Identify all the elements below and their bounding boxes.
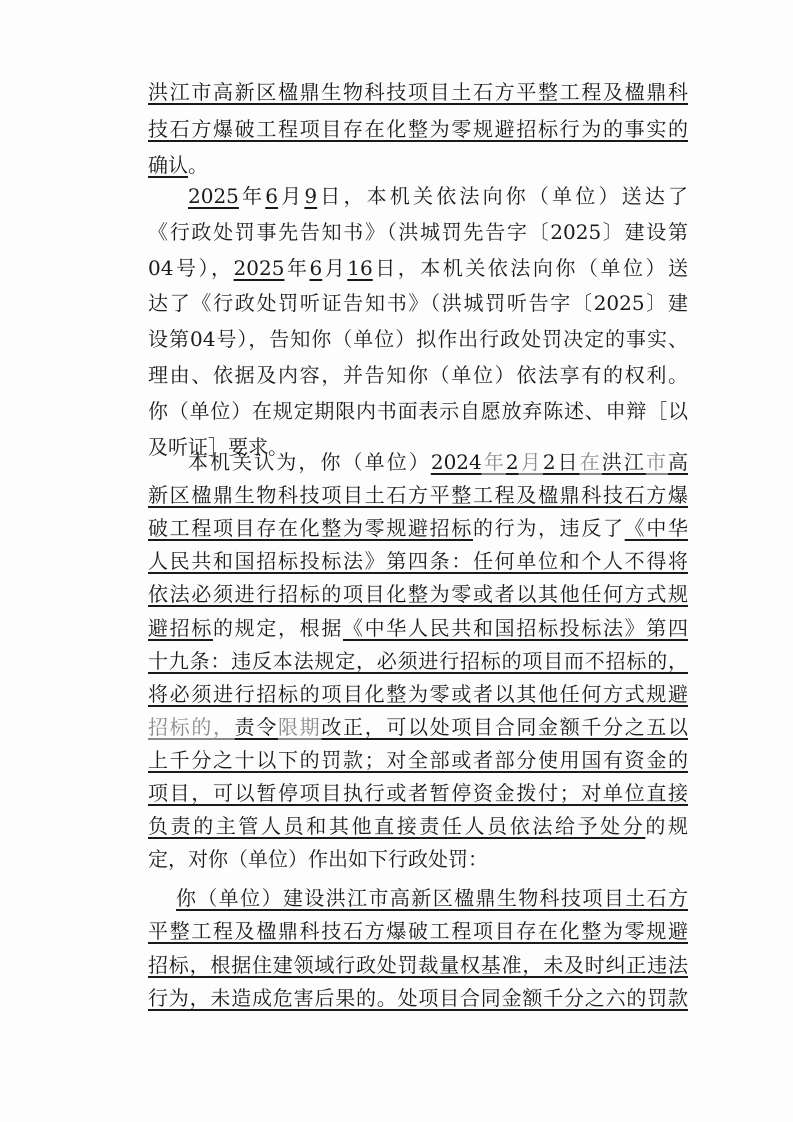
underlined-text: 9 bbox=[304, 184, 318, 208]
text-line bbox=[148, 980, 688, 1016]
underlined-text: 年 bbox=[481, 450, 506, 474]
underlined-text: 月 bbox=[518, 450, 543, 474]
text-segment: 04号）， bbox=[148, 255, 234, 280]
text-line bbox=[148, 74, 688, 110]
underlined-text: 《中华人民共和国招标投标法》第四 bbox=[343, 615, 688, 640]
text-line bbox=[176, 880, 688, 916]
text-line bbox=[188, 178, 688, 214]
underlined-text: 人民共和国招标投标法》第四条：任何单位和个人不得将 bbox=[148, 549, 688, 574]
underlined-text: 市 bbox=[645, 450, 669, 474]
text-segment: 《行政处罚事先告知书》（洪城罚先告字〔2025〕建设第 bbox=[148, 219, 688, 244]
text-line bbox=[148, 285, 688, 321]
text-line bbox=[148, 709, 688, 745]
text-segment: 的规定，根据 bbox=[213, 615, 343, 640]
text-line bbox=[148, 643, 688, 679]
text-line bbox=[148, 610, 688, 646]
text-line bbox=[148, 841, 688, 877]
underlined-text: 招标的， bbox=[148, 714, 235, 739]
text-segment: 日，本机关依法向你（单位）送达了 bbox=[317, 184, 688, 208]
text-segment: 你（单位）在规定期限内书面表示自愿放弃陈述、申辩［以 bbox=[148, 398, 688, 423]
underlined-text: 2025 bbox=[233, 255, 285, 280]
underlined-text: 高 bbox=[668, 450, 688, 474]
underlined-text: 责令 bbox=[234, 714, 279, 739]
underlined-text: 将必须进行招标的项目化整为零或者以其他任何方式规避 bbox=[148, 681, 688, 706]
underlined-text: 2 bbox=[505, 450, 519, 474]
text-segment: 年 bbox=[284, 255, 310, 280]
underlined-text: 技石方爆破工程项目存在化整为零规避招标行为的事实的 bbox=[148, 116, 688, 141]
underlined-text: 6 bbox=[309, 255, 323, 280]
text-line bbox=[148, 913, 688, 949]
text-segment: 的规 bbox=[645, 814, 688, 839]
text-segment: 及听证］要求。 bbox=[148, 434, 288, 459]
text-line bbox=[188, 444, 688, 480]
text-segment: 。 bbox=[188, 153, 208, 177]
text-line bbox=[148, 510, 688, 546]
underlined-text: 16 bbox=[347, 255, 373, 280]
underlined-text: 破工程项目存在化整为零规避招标 bbox=[148, 516, 473, 541]
text-line bbox=[148, 676, 688, 712]
underlined-text: 招标，根据住建领域行政处罚裁量权基准，未及时纠正违法 bbox=[148, 952, 688, 977]
underlined-text: 行为，未造成危害后果的。处项目合同金额千分之六的罚款 bbox=[148, 985, 688, 1010]
text-line bbox=[148, 477, 688, 513]
text-line bbox=[148, 742, 688, 778]
text-line bbox=[148, 214, 688, 250]
underlined-text: 洪江 bbox=[601, 450, 646, 474]
text-segment: 理由、依据及内容，并告知你（单位）依法享有的权利。 bbox=[148, 363, 688, 387]
text-line bbox=[148, 808, 688, 844]
underlined-text: 项目，可以暂停项目执行或者暂停资金拨付；对单位直接 bbox=[148, 781, 688, 805]
text-segment: 月 bbox=[322, 255, 348, 280]
text-line bbox=[148, 543, 688, 579]
text-segment: 定，对你（单位）作出如下行政处罚： bbox=[148, 847, 488, 872]
text-line bbox=[148, 250, 688, 286]
underlined-text: 负责的主管人员和其他直接责任人员依法给予处分 bbox=[148, 814, 646, 839]
underlined-text: 改正，可以处项目合同金额千分之五以 bbox=[321, 714, 688, 739]
underlined-text: 6 bbox=[265, 184, 279, 208]
text-line bbox=[148, 947, 688, 983]
underlined-text: 2 bbox=[542, 450, 556, 474]
text-segment: 年 bbox=[238, 184, 266, 208]
underlined-text: 洪江市高新区楹鼎生物科技项目土石方平整工程及楹鼎科 bbox=[148, 80, 688, 104]
underlined-text: 2025 bbox=[188, 184, 239, 208]
underlined-text: 你（单位）建设洪江市高新区楹鼎生物科技项目土石方 bbox=[176, 886, 688, 910]
underlined-text: 确认 bbox=[148, 153, 188, 177]
text-line bbox=[148, 775, 688, 811]
text-line bbox=[148, 111, 688, 147]
underlined-text: 《中华 bbox=[624, 516, 688, 541]
underlined-text: 上千分之十以下的罚款；对全部或者部分使用国有资金的 bbox=[148, 747, 688, 772]
text-segment: 月 bbox=[278, 184, 305, 208]
underlined-text: 限期 bbox=[278, 714, 322, 739]
underlined-text: 避招标 bbox=[148, 615, 213, 640]
underlined-text: 依法必须进行招标的项目化整为零或者以其他任何方式规 bbox=[148, 582, 688, 607]
underlined-text: 平整工程及楹鼎科技石方爆破工程项目存在化整为零规避 bbox=[148, 919, 688, 944]
text-segment: 达了《行政处罚听证告知书》（洪城罚听告字〔2025〕建 bbox=[148, 291, 688, 316]
text-line bbox=[148, 576, 688, 612]
underlined-text: 日 bbox=[555, 450, 580, 474]
underlined-text: 2024 bbox=[430, 450, 482, 474]
underlined-text: 在 bbox=[579, 450, 602, 474]
text-segment: 日，本机关依法向你（单位）送 bbox=[372, 255, 688, 280]
text-segment: 本机关认为，你（单位） bbox=[188, 450, 431, 474]
text-segment: 设第04号），告知你（单位）拟作出行政处罚决定的事实、 bbox=[148, 327, 688, 352]
underlined-text: 十九条：违反本法规定，必须进行招标的项目而不招标的， bbox=[148, 648, 688, 673]
underlined-text: 新区楹鼎生物科技项目土石方平整工程及楹鼎科技石方爆 bbox=[148, 483, 688, 508]
text-line bbox=[148, 357, 688, 393]
text-line bbox=[148, 321, 688, 357]
text-line bbox=[148, 393, 688, 429]
text-segment: 的行为，违反了 bbox=[473, 516, 625, 541]
